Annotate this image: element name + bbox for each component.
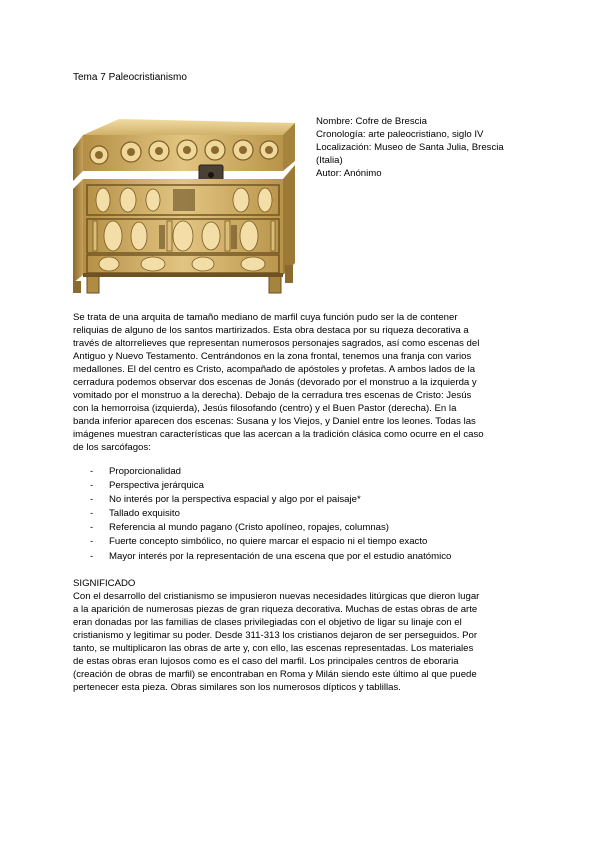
description-line: Antiguo y Nuevo Testamento. Centrándonos en la zona frontal, tenemos una franja con varios — [73, 351, 472, 363]
bullet-dash: - — [90, 466, 94, 477]
feature-item — [90, 507, 530, 521]
artwork-info — [316, 115, 528, 180]
bullet-dash: - — [90, 494, 94, 506]
description-line: medallones. El del centro es Cristo, acompañado de apóstoles y profetas. A ambos lados de la — [73, 364, 476, 376]
feature-text: No interés por la perspectiva espacial y algo por el paisaje* — [109, 494, 361, 506]
feature-text: Proporcionalidad — [109, 466, 181, 477]
significance-line: de estas obras eran lujosos como es el caso del marfil. Los principales centros de eboraria — [73, 656, 459, 668]
description-line: reliquias de alguno de los santos martirizados. Esta obra destaca por su riqueza decorativa a — [73, 325, 469, 337]
bullet-dash: - — [90, 536, 94, 548]
significance-line: pertenecer esta pieza. Obras similares son los numerosos dípticos y tablillas. — [73, 682, 401, 694]
features-list — [90, 465, 530, 564]
description-line: de los sarcófagos: — [73, 442, 151, 454]
significance-line: Con el desarrollo del cristianismo se impusieron nuevas necesidades litúrgicas que dieron lugar — [73, 591, 480, 603]
feature-item — [90, 550, 530, 564]
artwork-author: Autor: Anónimo — [316, 168, 382, 180]
significance-section — [73, 577, 533, 694]
significance-heading: SIGNIFICADO — [73, 578, 136, 589]
bullet-dash: - — [90, 508, 94, 520]
significance-line: a la aparición de numerosas piezas de gran riqueza decorativa. Muchas de estas obras de arte — [73, 604, 478, 616]
description-line: través de altorrelieves que representan numerosos personajes sagrados, así como escenas del — [73, 338, 480, 350]
significance-line: eran donadas por las familias de clases privilegiadas con el objetivo de ligar su linaje con el — [73, 617, 462, 629]
description-line: vomitado por el monstruo a la derecha). Debajo de la cerradura tres escenas de Cristo: Jesús — [73, 390, 472, 402]
significance-line: cristianismo y legitimar su poder. Desde 311-313 los cristianos dejaron de ser perseguidos. Por — [73, 630, 478, 642]
feature-text: Tallado exquisito — [109, 508, 180, 520]
artwork-location: Localización: Museo de Santa Julia, Brescia (Italia) — [316, 142, 504, 167]
feature-item — [90, 535, 530, 549]
description-line: Se trata de una arquita de tamaño mediano de marfil cuya función pudo ser la de contener — [73, 312, 458, 323]
feature-text: Fuerte concepto simbólico, no quiere marcar el espacio ni el tiempo exacto — [109, 536, 428, 548]
feature-item — [90, 479, 530, 493]
significance-line: (creación de obras de marfil) se encontraban en Roma y Milán siendo este último al que puede — [73, 669, 477, 681]
description-line: cerradura podemos observar dos escenas de Jonás (devorado por el monstruo a la izquierda y — [73, 377, 477, 389]
significance-line: tanto, se multiplicaron las obras de arte y, con ello, las escenas representadas. Los materiales — [73, 643, 474, 655]
description-line: banda inferior aparecen dos escenas: Susana y los Viejos, y Daniel entre los leones. Todas las — [73, 416, 476, 428]
feature-item — [90, 521, 530, 535]
feature-item — [90, 465, 530, 479]
feature-text: Perspectiva jerárquica — [109, 480, 204, 492]
bullet-dash: - — [90, 550, 94, 562]
description-line: con la hemorroisa (izquierda), Jesús filosofando (centro) y el Buen Pastor (derecha). En la — [73, 403, 457, 415]
feature-text: Mayor interés por la representación de una escena que por el estudio anatómico — [109, 550, 452, 562]
description-line: imágenes muestran características que las acercan a la tradición clásica como ocurre en el caso — [73, 429, 484, 441]
feature-item — [90, 493, 530, 507]
topic-title: Tema 7 Paleocristianismo — [73, 72, 187, 83]
bullet-dash: - — [90, 480, 94, 492]
casket-photo — [73, 105, 297, 298]
artwork-chronology: Cronología: arte paleocristiano, siglo IV — [316, 129, 484, 141]
feature-text: Referencia al mundo pagano (Cristo apolíneo, ropajes, columnas) — [109, 522, 389, 534]
artwork-name: Nombre: Cofre de Brescia — [316, 116, 427, 127]
description-paragraph — [73, 311, 533, 455]
bullet-dash: - — [90, 522, 94, 534]
